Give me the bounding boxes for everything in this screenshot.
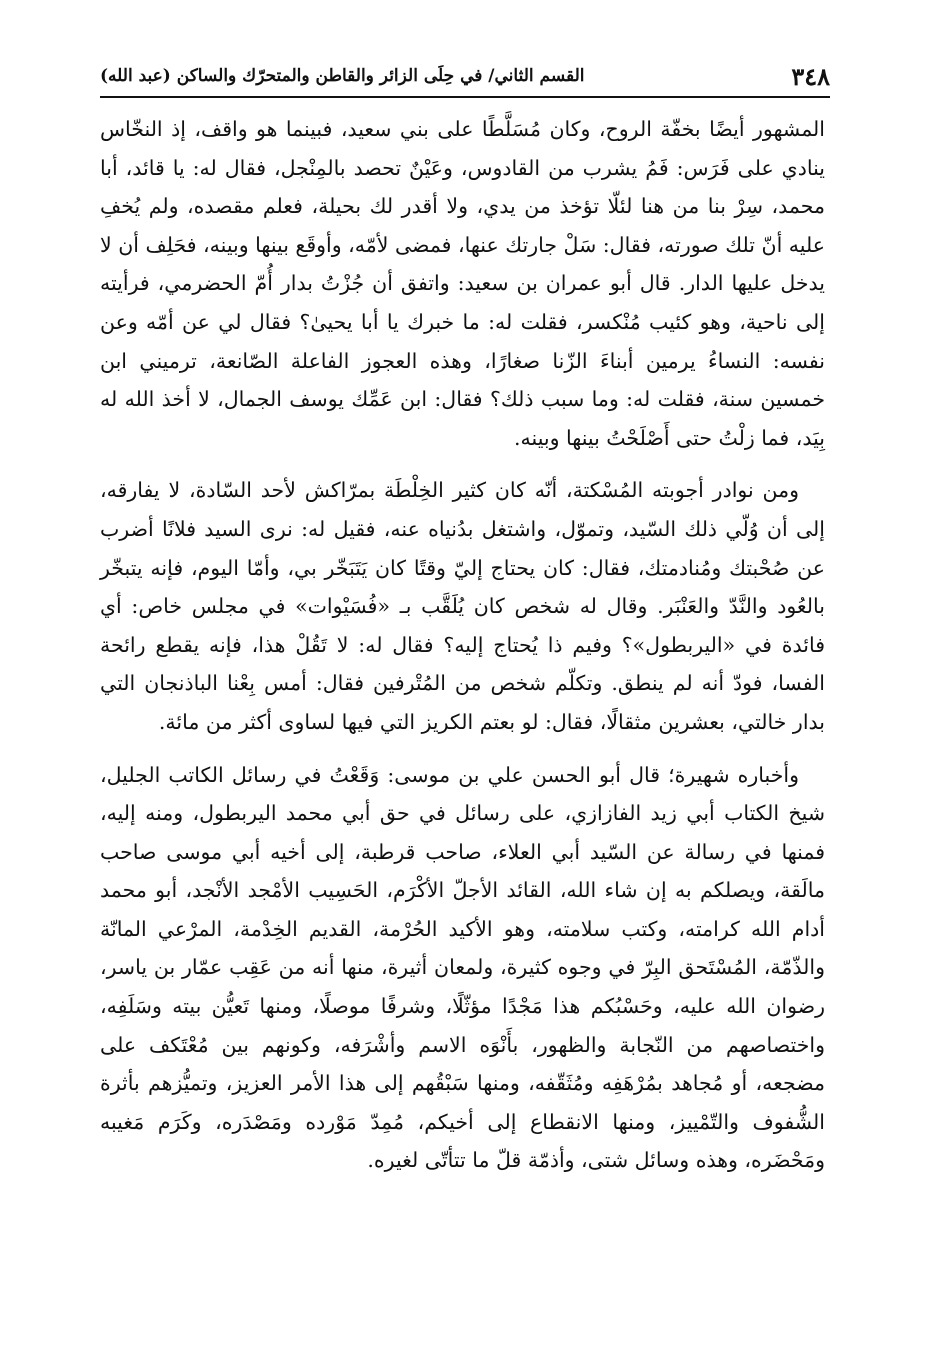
running-title: القسم الثاني/ في حِلَى الزائر والقاطن والمتحرّك والساكن (عبد الله) xyxy=(100,66,585,86)
paragraph: المشهور أيضًا بخفّة الروح، وكان مُسَلَّطًا على بني سعيد، فبينما هو واقف، إذ النخّاس ينادي على فَرَس: فَمُ يشرب من القادوس، وعَيْنٌ تحصد بالمِنْجل، فقال له: يا قائد، أبا محمد، سِرْ بنا من هنا لئلّا تؤخذ من يدي، ولا أقدر لك بحيلة، فعلم مقصده، ولم يُخفِ عليه أنّ تلك صورته، فقال: سَلْ جارتك عنها، فمضى لأمّه، وأوقَع بينها وبينه، فحَلِف أن لا يدخل عليها الدار. قال أبو عمران بن سعيد: واتفق أن جُزْتُ بدار أُمّ الحضرمي، فرأيته إلى ناحية، وهو كئيب مُنْكسر، فقلت له: ما خبرك يا أبا يحيىٰ؟ فقال لي عن أمّه وعن نفسه: النساءُ يرمين أبناءَ الزّنا صغارًا، وهذه العجوز الفاعلة الصّانعة، ترميني ابن خمسين سنة، فقلت له: وما سبب ذلك؟ فقال: ابن عَمِّك يوسف الجمال، لا أخذ الله له بِيَد، فما زلْتُ حتى أَصْلَحْتُ بينها وبينه. xyxy=(100,117,825,450)
body-text xyxy=(100,110,825,1180)
page-number: ٣٤٨ xyxy=(791,61,830,91)
paragraph: ومن نوادر أجوبته المُسْكتة، أنّه كان كثير الخِلْطَة بمرّاكش لأحد السّادة، لا يفارقه، إلى أن وُلّي ذلك السّيد، وتموّل، واشتغل بدُنياه عنه، فقيل له: نرى السيد فلانًا أضرب عن صُحْبتك ومُنادمتك، فقال: كان يحتاج إليّ وقتًا كان يَتَبَخّر بي، وأمّا اليوم، فإنه يتبخّر بالعُود والنَّدّ والعَنْبَر. وقال له شخص كان يُلَقَّب بـ «فُسَيْوات» في مجلس خاص: أي فائدة في «اليربطول»؟ وفيم ذا يُحتاج إليه؟ فقال له: لا تَقُلْ هذا، فإنه يقطع رائحة الفسا، فودّ أنه لم ينطق. وتكلّم شخص من المُتْرفين فقال: أمس بِعْنا الباذنجان التي بدار خالتي، بعشرين مثقالًا، فقال: لو بعتم الكريز التي فيها لساوى أكثر من مائة. xyxy=(100,478,825,734)
paragraph: وأخباره شهيرة؛ قال أبو الحسن علي بن موسى: وَقَعْتُ في رسائل الكاتب الجليل، شيخ الكتاب أبي زيد الفازازي، على رسائل في حق أبي محمد اليربطول، ومنه إليه، فمنها في رسالة عن السّيد أبي العلاء، صاحب قرطبة، إلى أخيه أبي موسى صاحب مالَقة، ويصلكم به إن شاء الله، القائد الأجلّ الأكْرَم، الحَسِيب الأمْجد الأنْجد، أبو محمد أدام الله كرامته، وكتب سلامته، وهو الأكيد الحُرْمة، القديم الخِدْمة، المرْعي المانّة والذّمّة، المُسْتَحق البِرّ في وجوه كثيرة، ولمعان أثيرة، منها أنه من عَقِب عمّار بن ياسر، رضوان الله عليه، وحَسْبُكم هذا مَجْدًا مؤثّلًا، وشرفًا موصلًا، ومنها تَعيُّن بيته وسَلَفِه، واختصاصهم من النّجابة والظهور، بأَنْوَه الاسم وأشْرَفه، وكونهم بين مُعْتَكف على مضجعه، أو مُجاهد بمُرْهَفِه ومُثَقّفه، ومنها سَبْقُهم إلى هذا الأمر العزيز، وتميُّزهم بأثرة الشُّفوف والتّمْييز، ومنها الانقطاع إلى أخيكم، مُمِدّ مَوْرده ومَصْدَره، وكَرَم مَغيبه ومَحْضَره، وهذه وسائل شتى، وأذمّة قلّ ما تتأتّى لغيره. xyxy=(100,762,825,1173)
page-header xyxy=(100,56,830,98)
